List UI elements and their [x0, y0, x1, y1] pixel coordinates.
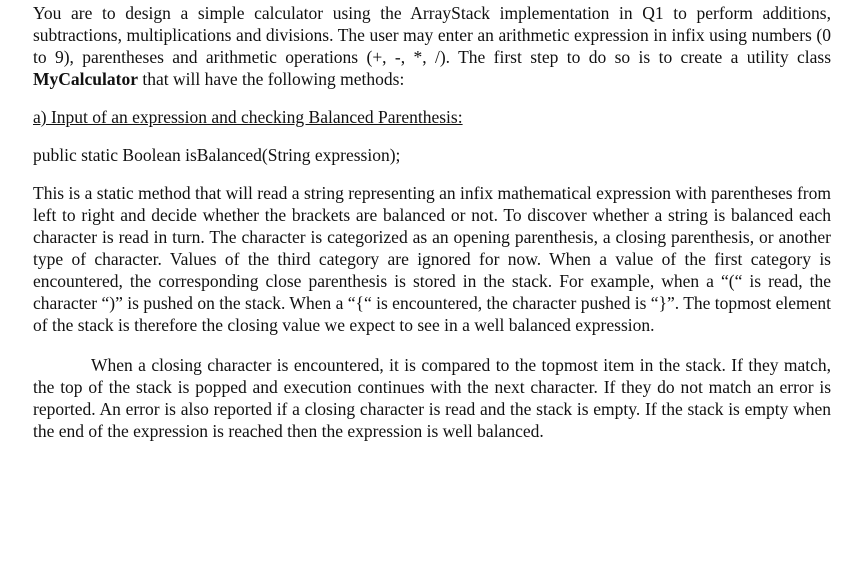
intro-text-part2: that will have the following methods: [137, 69, 405, 89]
intro-paragraph [33, 2, 831, 90]
intro-text-part1: You are to design a simple calculator using the ArrayStack implementation in Q1 to perform additions, subtractions, multiplications and divisions. The user may enter an arithmetic expression in infix using numbers (0 to 9), parentheses and arithmetic operations (+, -, *, /). The first step to do so is to create a utility class [33, 3, 831, 67]
description-paragraph-2: When a closing character is encountered, it is compared to the topmost item in the stack. If they match, the top of the stack is popped and execution continues with the next character. If they do not match an error is reported. An error is also reported if a closing character is read and the stack is empty. If the stack is empty when the end of the expression is reached then the expression is well balanced. [33, 355, 831, 441]
method-signature: public static Boolean isBalanced(String expression); [33, 145, 401, 165]
class-name-bold: MyCalculator [33, 69, 138, 89]
description-paragraph-1: This is a static method that will read a string representing an infix mathematical expression with parentheses from left to right and decide whether the brackets are balanced or not. To discover whether a string is balanced each character is read in turn. The character is categorized as an opening parenthesis, a closing parenthesis, or another type of character. Values of the third category are ignored for now. When a value of the first category is encountered, the corresponding close parenthesis is stored in the stack. For example, when a “(“ is read, the character “)” is pushed on the stack. When a “{“ is encountered, the character pushed is “}”. The topmost element of the stack is therefore the closing value we expect to see in a well balanced expression. [33, 183, 831, 335]
section-a-heading: a) Input of an expression and checking Balanced Parenthesis: [33, 107, 463, 127]
